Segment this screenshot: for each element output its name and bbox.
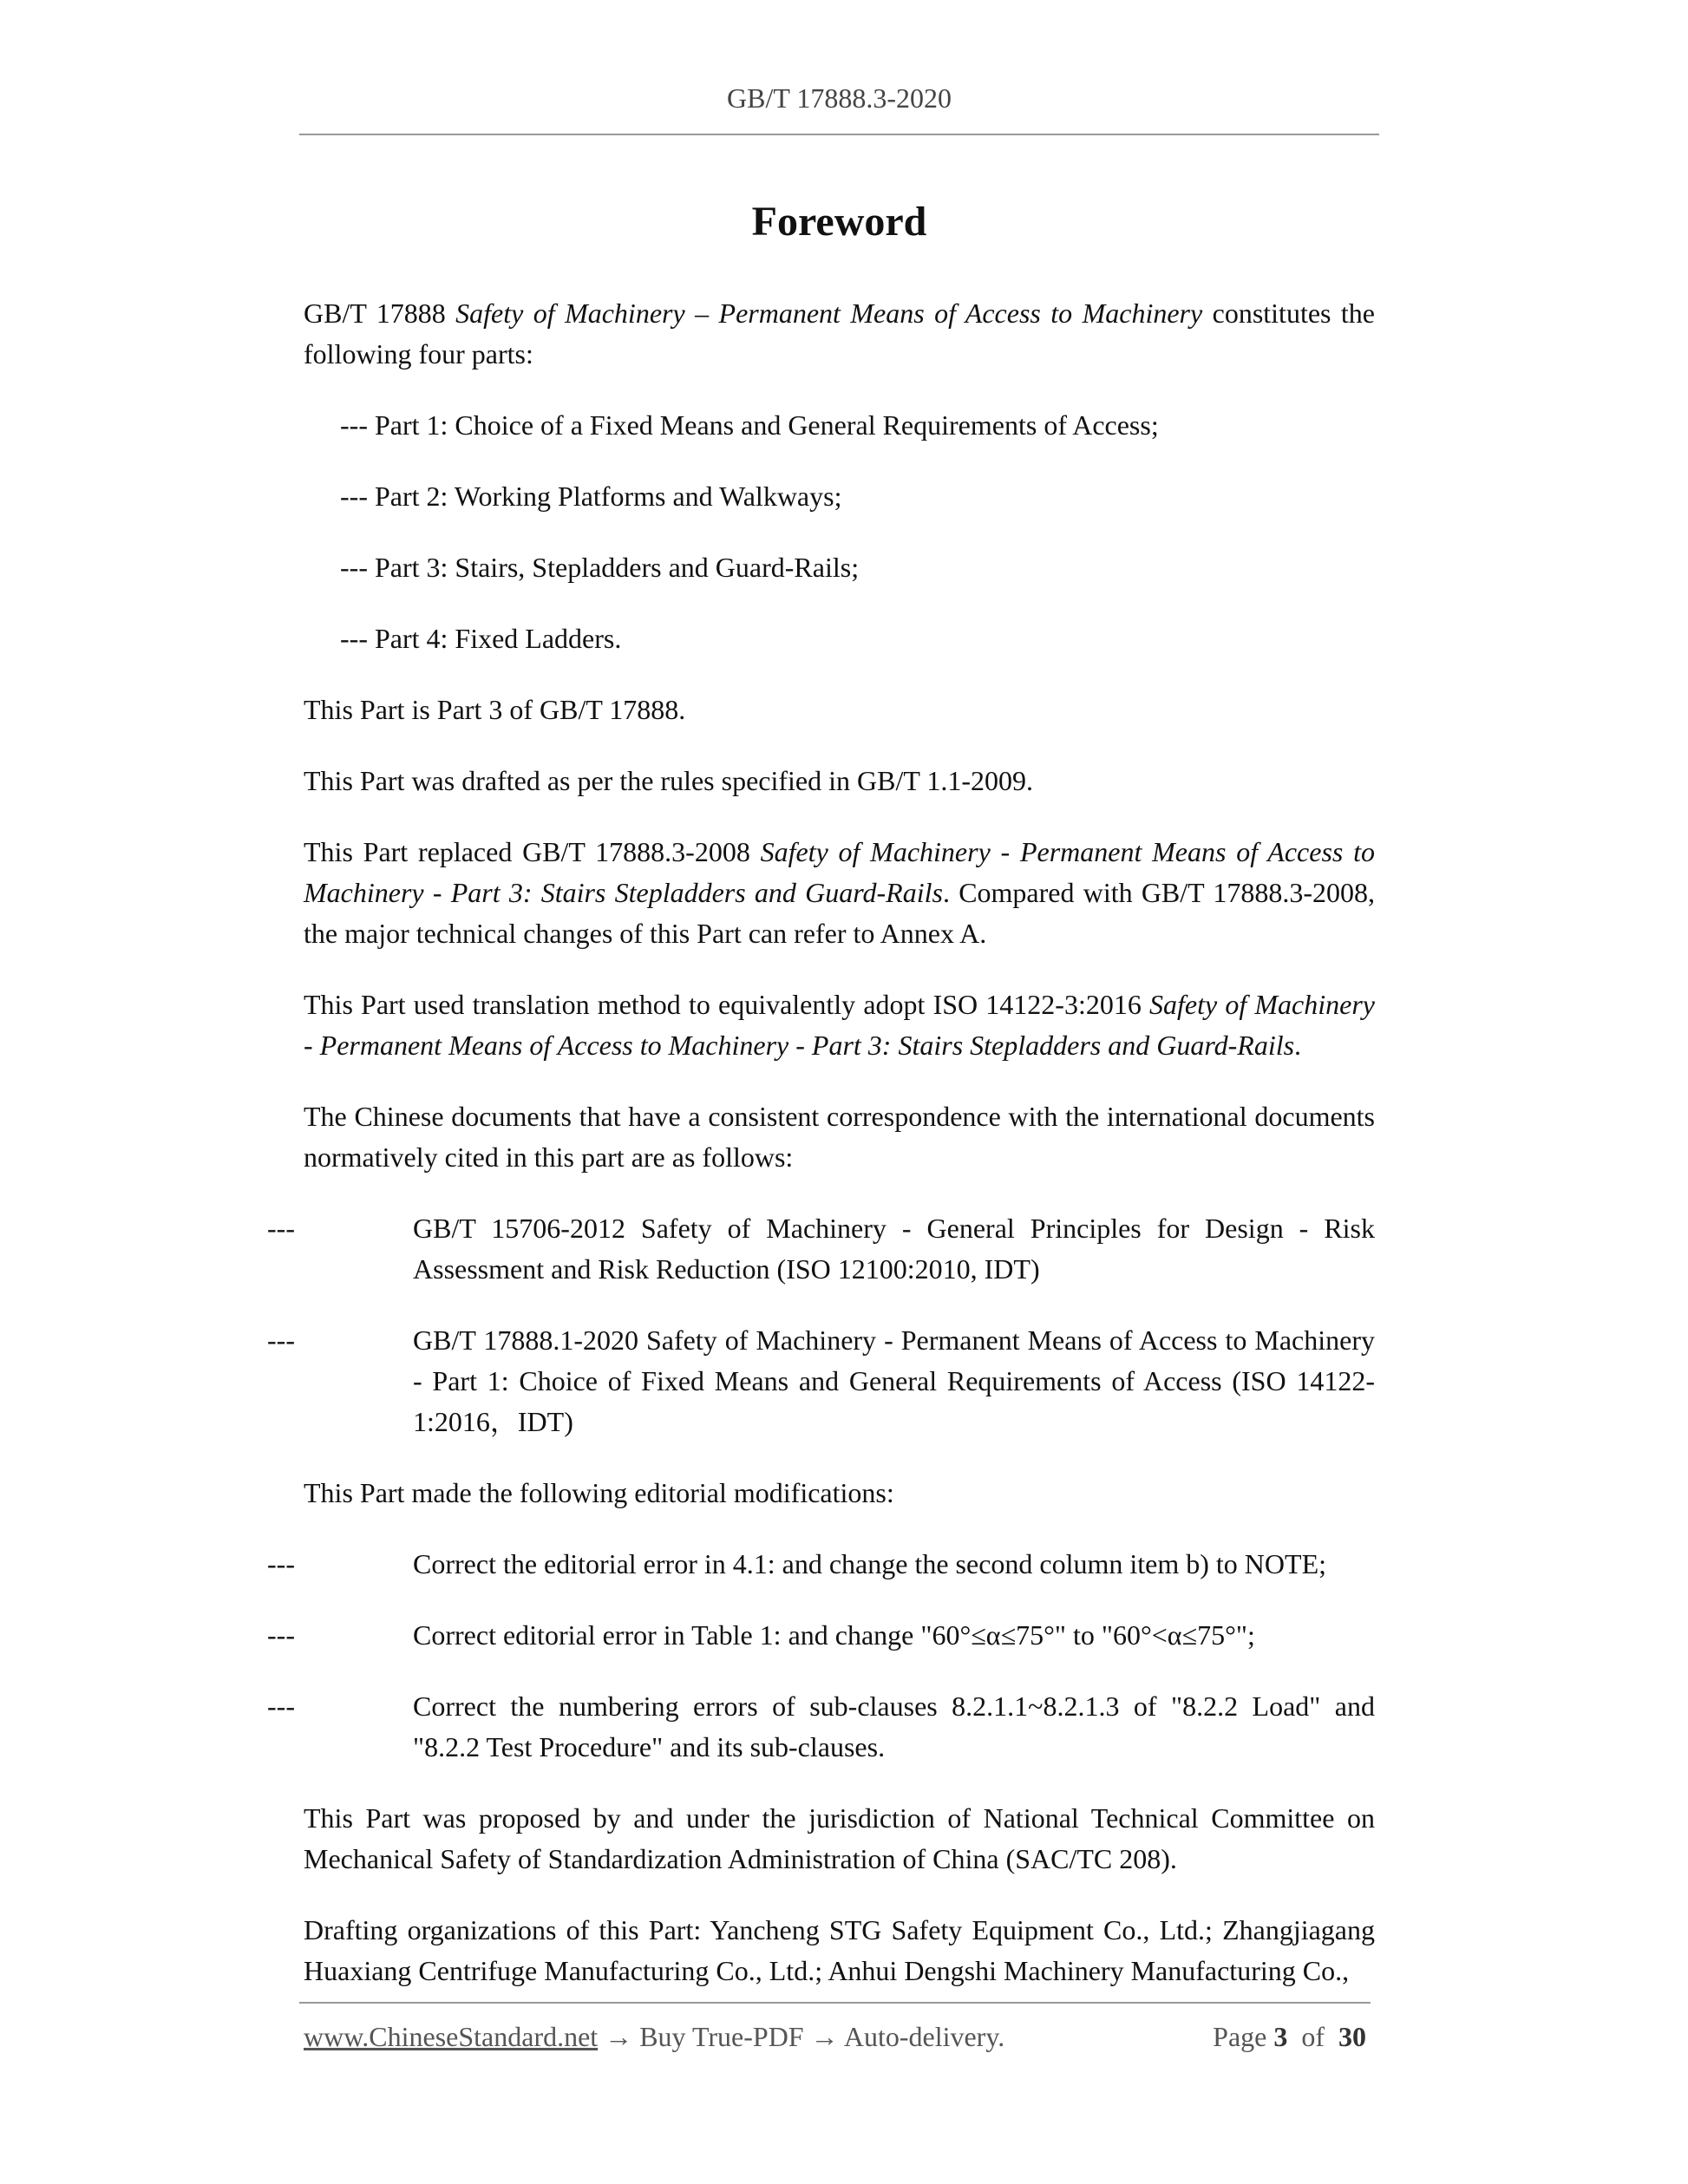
modification-item bbox=[267, 1544, 1375, 1585]
dash-marker: --- bbox=[267, 1324, 295, 1356]
website-link[interactable]: www.ChineseStandard.net bbox=[304, 2021, 599, 2052]
page-label: Page bbox=[1213, 2021, 1267, 2052]
document-body bbox=[267, 293, 1376, 2022]
modification-text: Correct the editorial error in 4.1: and change the second column item b) to NOTE; bbox=[413, 1548, 1326, 1579]
cited-text: GB/T 17888.1-2020 Safety of Machinery - Permanent Means of Access to Machinery - Part 1: Choice of Fixed Means and General Requirements of Access (ISO 14122-1:2016，IDT) bbox=[413, 1324, 1375, 1437]
proposed-paragraph: This Part was proposed by and under the jurisdiction of National Technical Committee on Mechanical Safety of Standardization Administration of China (SAC/TC 208). bbox=[304, 1802, 1375, 1874]
page-footer bbox=[304, 2021, 1375, 2053]
replaced-prefix: This Part replaced GB/T 17888.3-2008 bbox=[304, 836, 761, 867]
chinese-docs-paragraph: The Chinese documents that have a consistent correspondence with the international documents normatively cited in this part are as follows: bbox=[304, 1101, 1375, 1173]
drafted-paragraph: This Part was drafted as per the rules specified in GB/T 1.1-2009. bbox=[304, 765, 1033, 796]
of-label: of bbox=[1301, 2021, 1325, 2052]
page-number bbox=[1213, 2021, 1366, 2053]
drafting-orgs-paragraph: Drafting organizations of this Part: Yancheng STG Safety Equipment Co., Ltd.; Zhangjiagang Huaxiang Centrifuge Manufacturing Co., Ltd.; Anhui Dengshi Machinery Manufacturing Co., bbox=[304, 1914, 1375, 1986]
adopt-italic-title: Safety of Machinery - Permanent Means of Access to Machinery - Part 3: Stairs Stepladders and Guard-Rails bbox=[304, 989, 1376, 1061]
adopt-prefix: This Part used translation method to equivalently adopt ISO 14122-3:2016 bbox=[304, 989, 1149, 1020]
intro-prefix: GB/T 17888 bbox=[304, 298, 456, 329]
dash-marker: --- bbox=[267, 1213, 295, 1244]
modification-text: Correct editorial error in Table 1: and change "60°≤α≤75°" to "60°<α≤75°"; bbox=[413, 1619, 1255, 1651]
replaced-paragraph bbox=[304, 832, 1375, 954]
part-item: --- Part 4: Fixed Ladders. bbox=[340, 623, 622, 654]
total-pages: 30 bbox=[1338, 2021, 1366, 2052]
modification-item bbox=[267, 1686, 1375, 1768]
adopt-suffix: . bbox=[1294, 1030, 1302, 1061]
dash-marker: --- bbox=[267, 1619, 295, 1651]
cited-text: GB/T 15706-2012 Safety of Machinery - General Principles for Design - Risk Assessment and Risk Reduction (ISO 12100:2010, IDT) bbox=[413, 1213, 1375, 1285]
part-item: --- Part 2: Working Platforms and Walkways; bbox=[340, 481, 842, 512]
dash-marker: --- bbox=[267, 1548, 295, 1579]
intro-italic-title: Safety of Machinery – Permanent Means of Access to Machinery bbox=[455, 298, 1203, 329]
current-page: 3 bbox=[1273, 2021, 1288, 2052]
replaced-suffix: . Compared with GB/T 17888.3-2008, the major technical changes of this Part can refer to Annex A. bbox=[304, 877, 1376, 949]
header-divider bbox=[299, 134, 1379, 135]
replaced-italic-title: Safety of Machinery - Permanent Means of Access to Machinery - Part 3: Stairs Stepladders and Guard-Rails bbox=[304, 836, 1376, 908]
modification-item bbox=[267, 1615, 1375, 1656]
cited-item bbox=[267, 1320, 1375, 1442]
dash-marker: --- bbox=[267, 1690, 295, 1722]
part3-paragraph: This Part is Part 3 of GB/T 17888. bbox=[304, 694, 686, 725]
running-header: GB/T 17888.3-2020 bbox=[727, 82, 952, 114]
editorial-paragraph: This Part made the following editorial modifications: bbox=[304, 1477, 894, 1508]
intro-paragraph bbox=[304, 293, 1375, 375]
part-item: --- Part 1: Choice of a Fixed Means and General Requirements of Access; bbox=[340, 409, 1159, 441]
buy-text: → Buy True-PDF → Auto-delivery. bbox=[598, 2021, 1005, 2052]
modification-text: Correct the numbering errors of sub-clauses 8.2.1.1~8.2.1.3 of "8.2.2 Load" and "8.2.2 Test Procedure" and its sub-clauses. bbox=[413, 1690, 1375, 1762]
cited-item bbox=[267, 1208, 1375, 1290]
page-title: Foreword bbox=[751, 199, 927, 245]
intro-suffix: constitutes the following four parts: bbox=[304, 298, 1376, 369]
adopt-paragraph bbox=[304, 984, 1375, 1066]
footer-divider bbox=[299, 2002, 1371, 2004]
part-item: --- Part 3: Stairs, Stepladders and Guard-Rails; bbox=[340, 552, 860, 583]
